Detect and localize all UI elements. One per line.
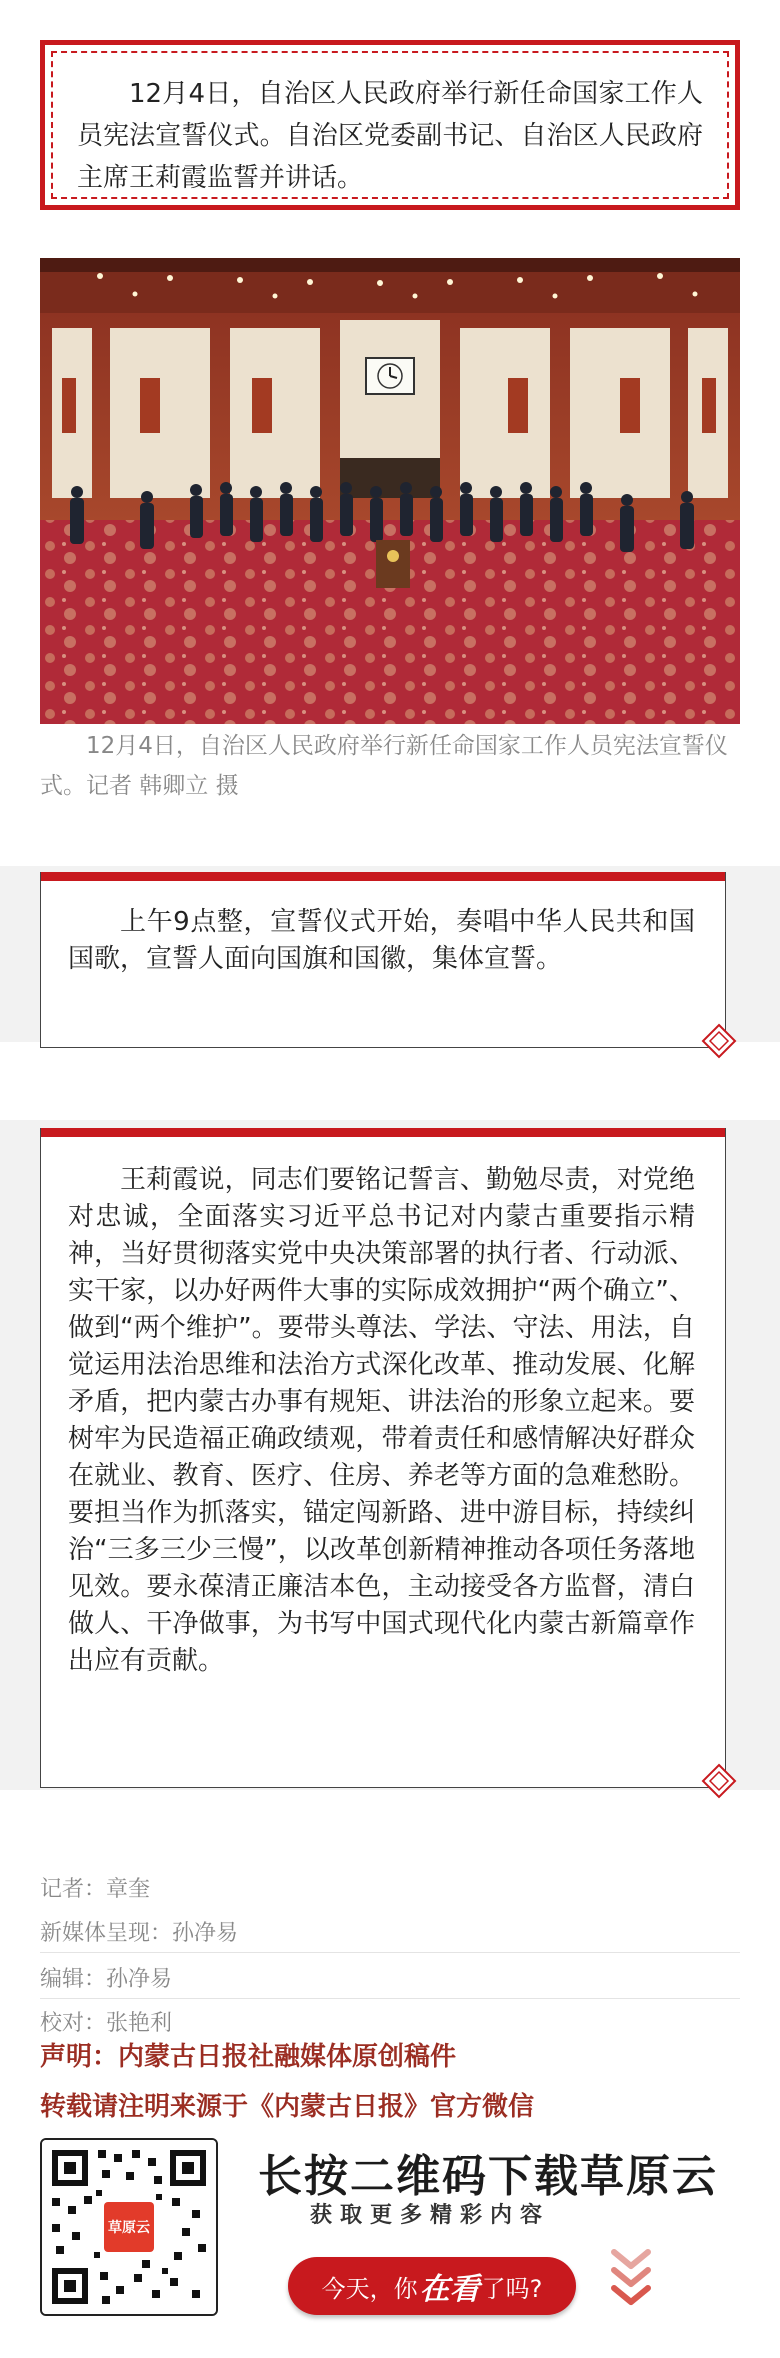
credits-divider: [40, 1998, 740, 1999]
diamond-ornament-icon: [701, 1763, 737, 1799]
statement-line-2: 转载请注明来源于《内蒙古日报》官方微信: [40, 2092, 535, 2122]
new-media-credit: 新媒体呈现：孙净易: [40, 1921, 239, 1946]
ceremony-photo: [40, 258, 740, 724]
qr-logo-text: 草原云: [108, 2220, 150, 2236]
section1-text: 上午9点整，宣誓仪式开始，奏唱中华人民共和国国歌，宣誓人面向国旗和国徽，集体宣誓。: [68, 907, 695, 974]
reporter-credit: 记者：章奎: [40, 1877, 151, 1902]
statement-line-1: 声明：内蒙古日报社融媒体原创稿件: [40, 2042, 457, 2072]
lead-text: 12月4日，自治区人民政府举行新任命国家工作人员宪法宣誓仪式。自治区党委副书记、自治区人民政府主席王莉霞监誓并讲话。: [77, 79, 703, 193]
lead-inner-frame: [51, 51, 729, 199]
editor-credit: 编辑：孙净易: [40, 1967, 173, 1992]
qr-code[interactable]: [40, 2138, 218, 2316]
diamond-ornament-icon: [701, 1023, 737, 1059]
lead-box: [40, 40, 740, 210]
qr-code-image: [42, 2140, 216, 2314]
wow-button-suffix: 了吗?: [481, 2274, 543, 2303]
wow-button[interactable]: [288, 2257, 576, 2315]
section2-panel: [40, 1128, 726, 1788]
chevron-down-icon: [608, 2246, 654, 2310]
credits-divider: [40, 1952, 740, 1953]
ceremony-illustration: [40, 258, 740, 724]
proofreader-credit: 校对：张艳利: [40, 2011, 173, 2036]
download-subslogan: 获取更多精彩内容: [310, 2203, 551, 2228]
photo-caption: 12月4日，自治区人民政府举行新任命国家工作人员宪法宣誓仪式。记者 韩卿立 摄: [40, 733, 728, 799]
wow-button-prefix: 今天，你: [321, 2274, 418, 2303]
wow-button-emphasis: 在看: [419, 2272, 480, 2307]
section2-text: 王莉霞说，同志们要铭记誓言、勤勉尽责，对党绝对忠诚，全面落实习近平总书记对内蒙古重要指示精神，当好贯彻落实党中央决策部署的执行者、行动派、实干家，以办好两件大事的实际成效拥护“两个确立”、做到“两个维护”。要带头尊法、学法、守法、用法，自觉运用法治思维和法治方式深化改革、推动发展、化解矛盾，把内蒙古办事有规矩、讲法治的形象立起来。要树牢为民造福正确政绩观，带着责任和感情解决好群众在就业、教育、医疗、住房、养老等方面的急难愁盼。要担当作为抓落实，锚定闯新路、进中游目标，持续纠治“三多三少三慢”，以改革创新精神推动各项任务落地见效。要永葆清正廉洁本色，主动接受各方监督，清白做人、干净做事，为书写中国式现代化内蒙古新篇章作出应有贡献。: [68, 1165, 695, 1676]
section1-panel: [40, 872, 726, 1048]
section2-red-bar: [41, 1128, 725, 1137]
download-slogan: 长按二维码下载草原云: [258, 2151, 718, 2202]
section1-red-bar: [41, 872, 725, 881]
